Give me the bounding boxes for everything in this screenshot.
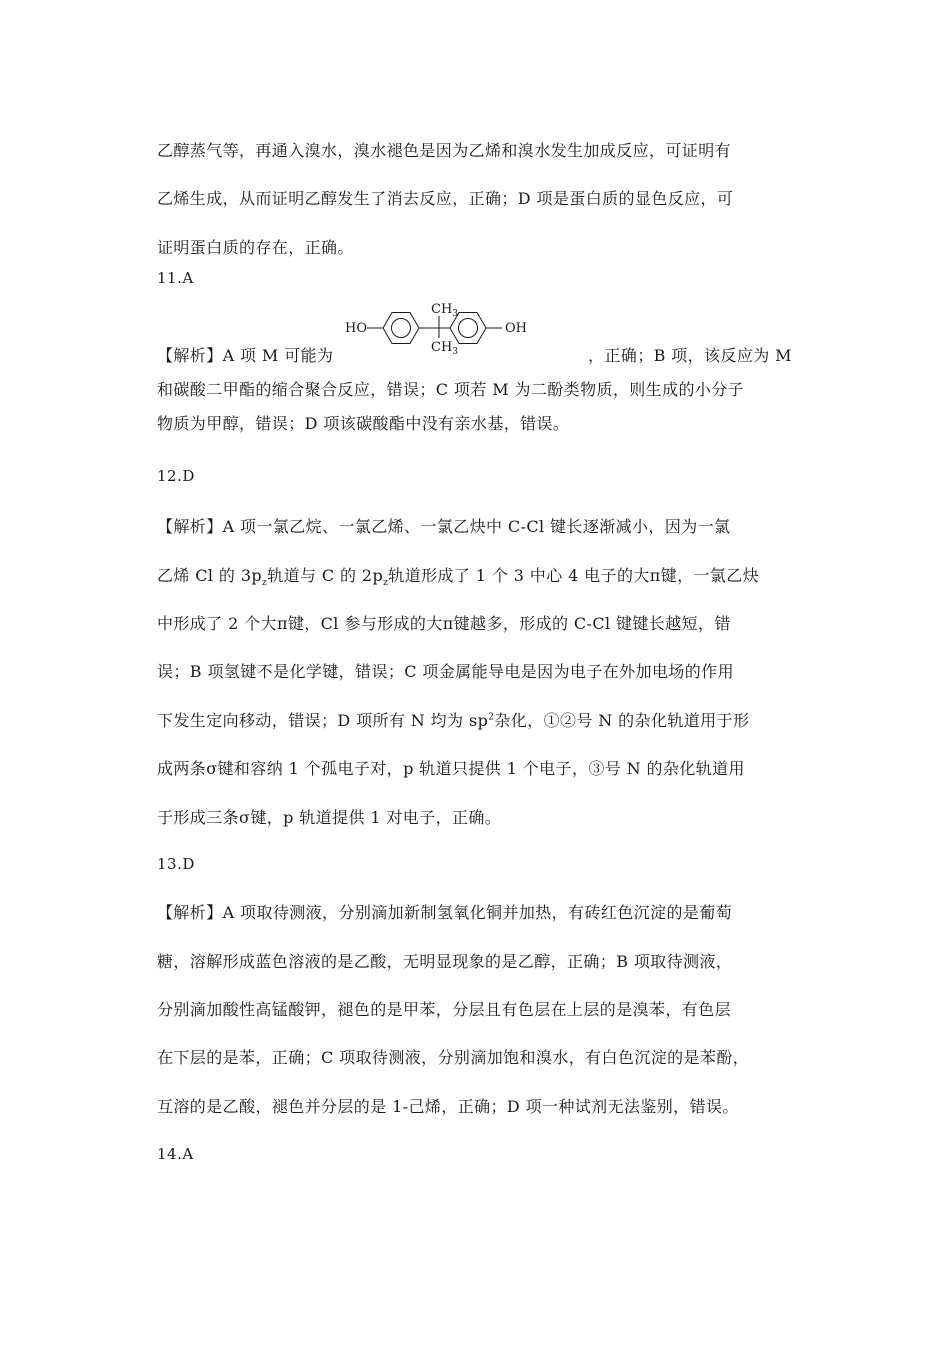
q12-line-4: 误；B 项氢键不是化学键，错误；C 项金属能导电是因为电子在外加电场的作用 <box>157 662 734 681</box>
intro-line-3: 证明蛋白质的存在，正确。 <box>157 238 354 257</box>
q12-line-3: 中形成了 2 个大π键，Cl 参与形成的大π键越多，形成的 C-Cl 键键长越短，错 <box>157 614 731 633</box>
q13-line-4: 在下层的是苯，正确；C 项取待测液，分别滴加饱和溴水，有白色沉淀的是苯酚， <box>157 1048 750 1067</box>
q13-line-1: 【解析】A 项取待测液，分别滴加新制氢氧化铜并加热，有砖红色沉淀的是葡萄 <box>157 903 733 922</box>
q11-analysis-line-1a: 【解析】A 项 M 可能为 <box>157 346 334 365</box>
structure-ch3-bottom: CH <box>431 340 453 355</box>
structure-oh-label: OH <box>505 321 527 336</box>
q12-line-6: 成两条σ键和容纳 1 个孤电子对，p 轨道只提供 1 个电子，③号 N 的杂化轨道用 <box>157 759 745 778</box>
intro-line-2: 乙烯生成，从而证明乙醇发生了消去反应，正确；D 项是蛋白质的显色反应，可 <box>157 189 734 208</box>
q11-analysis-line-3: 物质为甲醇，错误；D 项该碳酸酯中没有亲水基，错误。 <box>157 414 570 433</box>
answer-13: 13.D <box>157 855 195 873</box>
answer-11: 11.A <box>157 269 194 287</box>
answer-12: 12.D <box>157 467 195 485</box>
q12-line-1: 【解析】A 项一氯乙烷、一氯乙烯、一氯乙炔中 C-Cl 键长逐渐减小，因为一氯 <box>157 517 731 536</box>
q13-line-2: 糖，溶解形成蓝色溶液的是乙酸，无明显现象的是乙醇，正确；B 项取待测液， <box>157 952 733 971</box>
bisphenol-structure <box>345 298 535 360</box>
structure-ho-label: HO <box>345 321 367 336</box>
q12-line-7: 于形成三条σ键，p 轨道提供 1 对电子，正确。 <box>157 808 502 827</box>
intro-line-1: 乙醇蒸气等，再通入溴水，溴水褪色是因为乙烯和溴水发生加成反应，可证明有 <box>157 141 732 160</box>
q11-analysis-line-1b: ，正确；B 项，该反应为 M <box>588 346 792 365</box>
q11-analysis-line-2: 和碳酸二甲酯的缩合聚合反应，错误；C 项若 M 为二酚类物质，则生成的小分子 <box>157 380 745 399</box>
structure-ch3-top: CH <box>431 302 453 317</box>
q12-line-2: 乙烯 Cl 的 $3p_z$轨道与 C 的 $2p_z$轨道形成了 1 个 3 中心 4 电子的大π键，一氯乙炔 <box>157 566 760 589</box>
q13-line-5: 互溶的是乙酸，褪色并分层的是 1-己烯，正确；D 项一种试剂无法鉴别，错误。 <box>157 1097 739 1116</box>
svg-text:CH3: $CH_3$ <box>431 302 459 319</box>
answer-14: 14.A <box>157 1145 194 1163</box>
svg-text:CH3: $CH_3$ <box>431 340 459 357</box>
q12-line-5: 下发生定向移动，错误；D 项所有 N 均为 $sp^2$杂化，①②号 N 的杂化轨道用于形 <box>157 711 750 730</box>
q13-line-3: 分别滴加酸性高锰酸钾，褪色的是甲苯，分层且有色层在上层的是溴苯，有色层 <box>157 1000 732 1019</box>
